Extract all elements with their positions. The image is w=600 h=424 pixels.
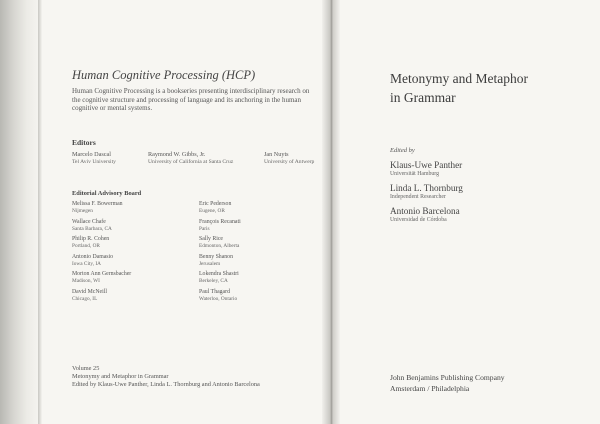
volume-info — [72, 365, 260, 390]
member-affiliation: Madison, WI — [72, 278, 100, 284]
volume-editor-affiliation: Universität Hamburg — [390, 171, 439, 177]
board-member — [199, 201, 319, 219]
advisory-board-column-left — [72, 201, 192, 306]
book-title-line2: in Grammar — [390, 89, 456, 105]
member-affiliation: Santa Barbara, CA — [72, 225, 112, 232]
series-editor — [148, 151, 233, 166]
member-name: Antonio Damasio — [72, 253, 114, 260]
volume-editor — [390, 183, 463, 200]
member-affiliation: Jerusalem — [199, 260, 221, 267]
editor-name: Raymond W. Gibbs, Jr. — [148, 151, 206, 158]
volume-editor-name: Antonio Barcelona — [390, 206, 460, 216]
advisory-board-heading: Editorial Advisory Board — [72, 190, 142, 197]
member-name: Benny Shanon — [199, 253, 233, 260]
board-member — [199, 219, 319, 237]
member-affiliation: Iowa City, IA — [72, 260, 101, 267]
member-affiliation: Portland, OR — [72, 243, 100, 249]
book-title-line1: Metonymy and Metaphor — [390, 71, 528, 86]
series-title: Human Cognitive Processing (HCP) — [72, 68, 256, 82]
member-affiliation: Chicago, IL — [72, 295, 98, 302]
book-title — [390, 70, 528, 107]
member-name: Philip R. Cohen — [72, 236, 110, 242]
member-affiliation: Waterloo, Ontario — [199, 295, 238, 302]
volume-title: Metonymy and Metaphor in Grammar — [72, 373, 169, 381]
page-edge-shadow — [0, 0, 38, 424]
publisher-name: John Benjamins Publishing Company — [390, 373, 505, 382]
editor-name: Marcelo Dascal — [72, 151, 111, 158]
editor-affiliation: University of Antwerp — [264, 158, 315, 165]
volume-editor-name: Linda L. Thornburg — [390, 183, 463, 193]
series-editor — [72, 151, 116, 166]
board-member — [199, 236, 319, 254]
book-gutter — [322, 0, 340, 424]
member-name: Eric Pederson — [199, 201, 232, 207]
member-name: François Recanati — [199, 218, 241, 225]
publisher-location: Amsterdam / Philadelphia — [390, 383, 470, 393]
title-page — [340, 0, 600, 424]
series-page — [42, 0, 322, 424]
member-name: David McNeill — [72, 288, 107, 295]
volume-editor-affiliation: Independent Researcher — [390, 194, 446, 200]
member-name: Melissa F. Bowerman — [72, 201, 123, 207]
board-member — [199, 289, 319, 307]
series-description: Human Cognitive Processing is a bookseries presenting interdisciplinary research on the cognitive structure and processing of language and its anchoring in the human cognitive or mental systems. — [72, 87, 310, 113]
editor-affiliation: University of California at Santa Cruz — [148, 158, 234, 165]
board-member — [72, 271, 192, 289]
volume-number: Volume 25 — [72, 365, 100, 372]
editors-heading: Editors — [72, 138, 96, 147]
board-member — [72, 236, 192, 254]
member-name: Lokendra Shastri — [199, 271, 239, 277]
member-affiliation: Berkeley, CA — [199, 278, 228, 284]
series-editor — [264, 151, 314, 166]
member-affiliation: Paris — [199, 225, 210, 232]
board-member — [199, 271, 319, 289]
edited-by-label: Edited by — [390, 147, 415, 154]
board-member — [72, 201, 192, 219]
editor-name: Jan Nuyts — [264, 151, 289, 158]
member-name: Sally Rice — [199, 236, 223, 242]
editor-affiliation: Tel Aviv University — [72, 158, 116, 165]
board-member — [72, 254, 192, 272]
board-member — [72, 289, 192, 307]
board-member — [72, 219, 192, 237]
member-name: Paul Thagard — [199, 288, 230, 295]
advisory-board-column-right — [199, 201, 319, 306]
member-affiliation: Eugene, OR — [199, 208, 225, 214]
volume-editor-affiliation: Universidad de Córdoba — [390, 217, 447, 223]
volume-editor — [390, 206, 460, 223]
volume-editors: Edited by Klaus-Uwe Panther, Linda L. Thornburg and Antonio Barcelona — [72, 381, 260, 389]
volume-editor — [390, 160, 462, 177]
member-affiliation: Edmonton, Alberta — [199, 243, 240, 249]
board-member — [199, 254, 319, 272]
member-affiliation: Nijmegen — [72, 208, 93, 214]
publisher-imprint — [390, 373, 505, 394]
member-name: Wallace Chafe — [72, 218, 106, 225]
volume-editor-name: Klaus-Uwe Panther — [390, 160, 463, 170]
member-name: Morton Ann Gernsbacher — [72, 271, 132, 277]
